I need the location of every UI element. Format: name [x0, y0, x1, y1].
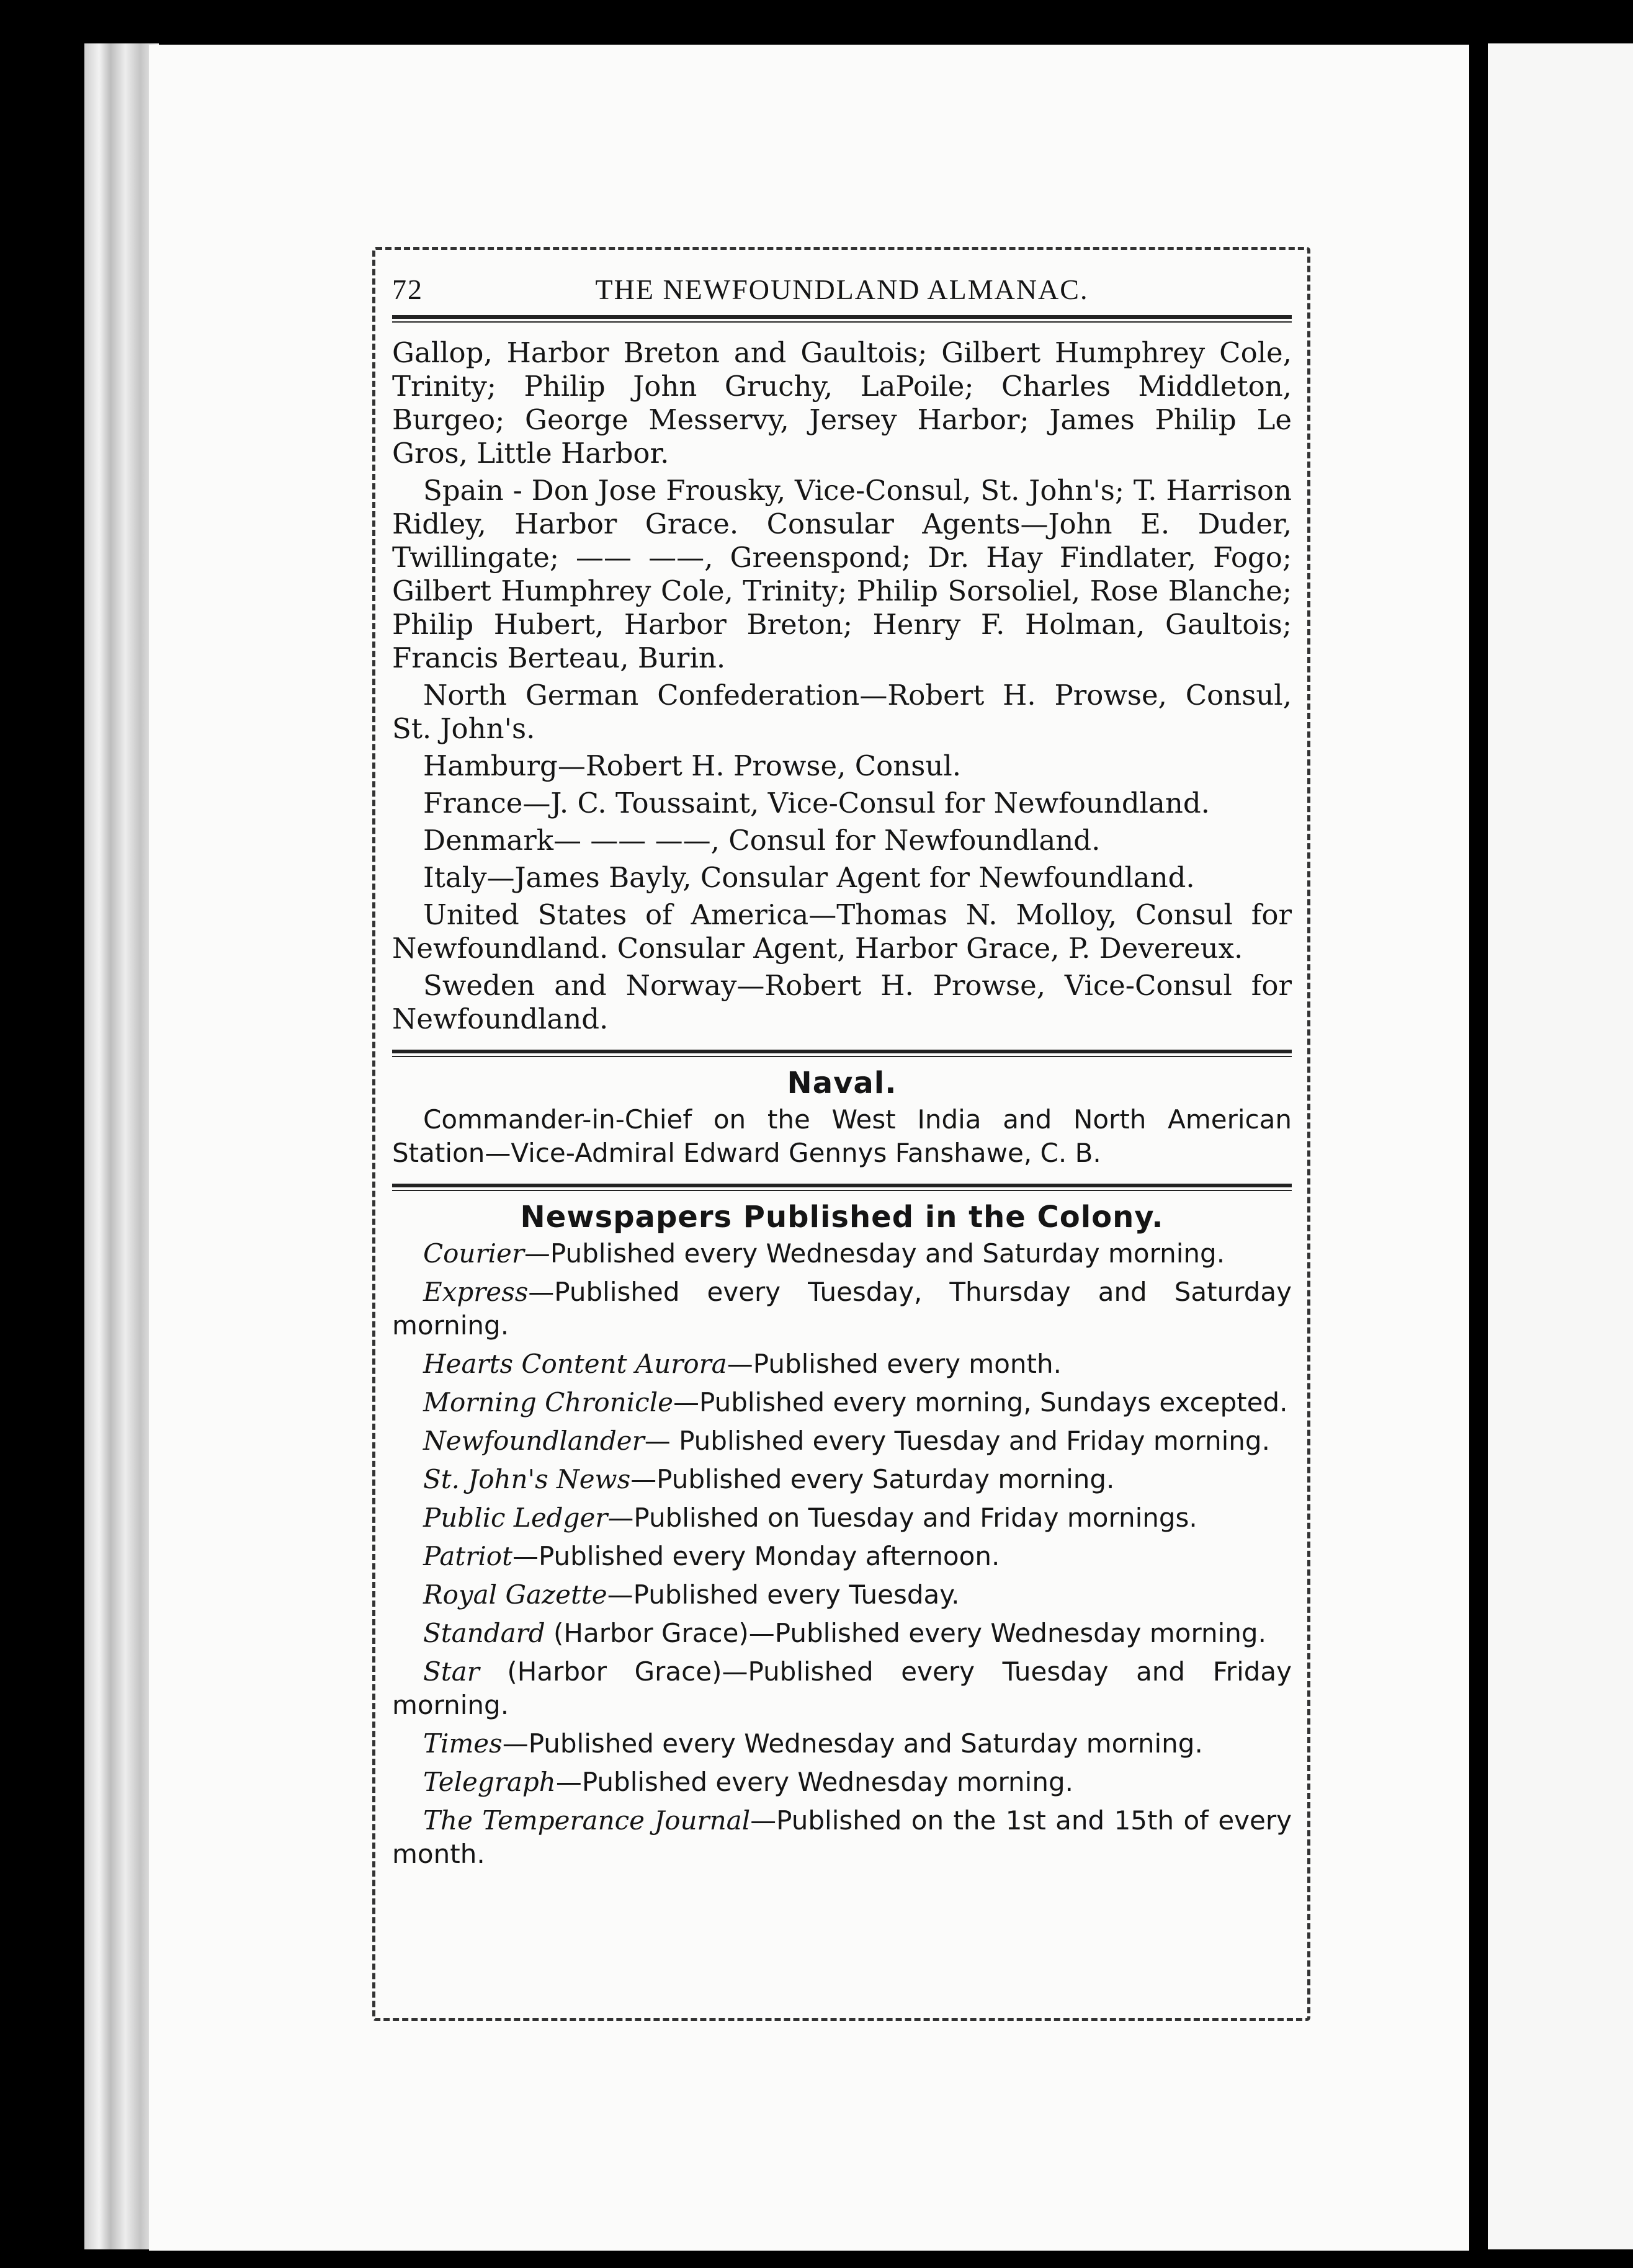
newspaper-entry [392, 1237, 1292, 1270]
newspaper-entry [392, 1727, 1292, 1761]
newspaper-schedule: —Published every month. [727, 1349, 1062, 1379]
newspaper-entry [392, 1766, 1292, 1799]
consul-paragraph: North German Confederation—Robert H. Prowse, Consul, St. John's. [392, 679, 1292, 745]
consul-paragraph: Spain - Don Jose Frousky, Vice-Consul, St. John's; T. Harrison Ridley, Harbor Grace. Consular Agents—John E. Duder, Twillingate; —— ——, Greenspond; Dr. Hay Findlater, Fogo; Gilbert Humphrey Cole, Trinity; Philip Sorsoliel, Rose Blanche; Philip Hubert, Harbor Breton; Henry F. Holman, Gaultois; Francis Berteau, Burin. [392, 474, 1292, 674]
newspaper-entry [392, 1655, 1292, 1722]
consul-paragraph: Italy—James Bayly, Consular Agent for Newfoundland. [423, 861, 1195, 894]
newspaper-name: Times [423, 1728, 503, 1759]
page-header [392, 267, 1292, 311]
newspapers-section [392, 1200, 1292, 1871]
newspaper-schedule: —Published on the 1st and 15th of every month. [392, 1805, 1292, 1869]
newspaper-name: Star [423, 1656, 480, 1687]
newspapers-heading: Newspapers Published in the Colony. [520, 1200, 1164, 1234]
consuls-section [392, 336, 1292, 1036]
consul-paragraph: France—J. C. Toussaint, Vice-Consul for Newfoundland. [423, 787, 1210, 819]
newspaper-name: Newfoundlander [423, 1426, 645, 1456]
newspaper-name: Royal Gazette [423, 1579, 607, 1610]
consul-paragraph: Gallop, Harbor Breton and Gaultois; Gilbert Humphrey Cole, Trinity; Philip John Gruchy, LaPoile; Charles Middleton, Burgeo; George Messervy, Jersey Harbor; James Philip Le Gros, Little Harbor. [392, 336, 1292, 470]
section-rule [392, 1184, 1292, 1191]
newspaper-schedule: —Published on Tuesday and Friday mornings. [607, 1502, 1197, 1533]
newspaper-schedule: —Published every Tuesday, Thursday and Saturday morning. [392, 1277, 1292, 1341]
newspaper-name: Hearts Content Aurora [423, 1349, 727, 1379]
newspaper-entry [392, 1275, 1292, 1342]
newspaper-schedule: —Published every Wednesday and Saturday morning. [502, 1728, 1203, 1759]
newspaper-schedule: —Published every morning, Sundays excepted. [673, 1387, 1288, 1418]
adjacent-page [1488, 43, 1633, 2249]
newspaper-name: Morning Chronicle [423, 1387, 673, 1418]
section-rule [392, 1050, 1292, 1057]
newspaper-name: Express [423, 1277, 529, 1307]
consul-paragraph: Denmark— —— ——, Consul for Newfoundland. [423, 824, 1101, 857]
newspaper-schedule: (Harbor Grace)—Published every Tuesday and Friday morning. [392, 1656, 1292, 1720]
newspaper-entry [392, 1424, 1292, 1458]
newspaper-entry [392, 1347, 1292, 1381]
newspaper-schedule: —Published every Wednesday and Saturday morning. [524, 1238, 1225, 1269]
consul-paragraph: United States of America—Thomas N. Molloy, Consul for Newfoundland. Consular Agent, Harbor Grace, P. Devereux. [392, 898, 1292, 965]
newspaper-schedule: — Published every Tuesday and Friday morning. [644, 1426, 1270, 1456]
newspaper-entry [392, 1386, 1292, 1419]
newspaper-entry [392, 1617, 1292, 1650]
book-page-edges [84, 43, 159, 2249]
newspaper-entry [392, 1501, 1292, 1535]
naval-text: Commander-in-Chief on the West India and North American Station—Vice-Admiral Edward Gennys Fanshawe, C. B. [392, 1104, 1292, 1168]
newspaper-name: Standard [423, 1618, 545, 1648]
newspaper-entry [392, 1578, 1292, 1612]
newspaper-schedule: —Published every Tuesday. [607, 1579, 960, 1610]
newspaper-name: St. John's News [423, 1464, 631, 1494]
newspaper-schedule: —Published every Saturday morning. [630, 1464, 1115, 1494]
running-title: THE NEWFOUNDLAND ALMANAC. [595, 274, 1089, 305]
consul-paragraph: Hamburg—Robert H. Prowse, Consul. [423, 749, 962, 782]
consul-paragraph: Sweden and Norway—Robert H. Prowse, Vice-Consul for Newfoundland. [392, 969, 1292, 1035]
naval-section [392, 1066, 1292, 1170]
newspaper-name: Public Ledger [423, 1502, 608, 1533]
page-content [392, 267, 1292, 2004]
newspaper-entry [392, 1463, 1292, 1496]
newspaper-name: Patriot [423, 1541, 512, 1571]
newspaper-entry [392, 1804, 1292, 1871]
newspaper-name: Telegraph [423, 1767, 556, 1797]
newspaper-name: Courier [423, 1238, 524, 1269]
newspaper-schedule: —Published every Monday afternoon. [512, 1541, 1000, 1571]
newspaper-schedule: —Published every Wednesday morning. [555, 1767, 1073, 1797]
newspaper-schedule: (Harbor Grace)—Published every Wednesday morning. [545, 1618, 1266, 1648]
newspaper-entry [392, 1540, 1292, 1573]
naval-heading: Naval. [787, 1066, 897, 1101]
header-rule [392, 315, 1292, 323]
page-number: 72 [392, 274, 423, 305]
newspaper-name: The Temperance Journal [423, 1805, 751, 1836]
